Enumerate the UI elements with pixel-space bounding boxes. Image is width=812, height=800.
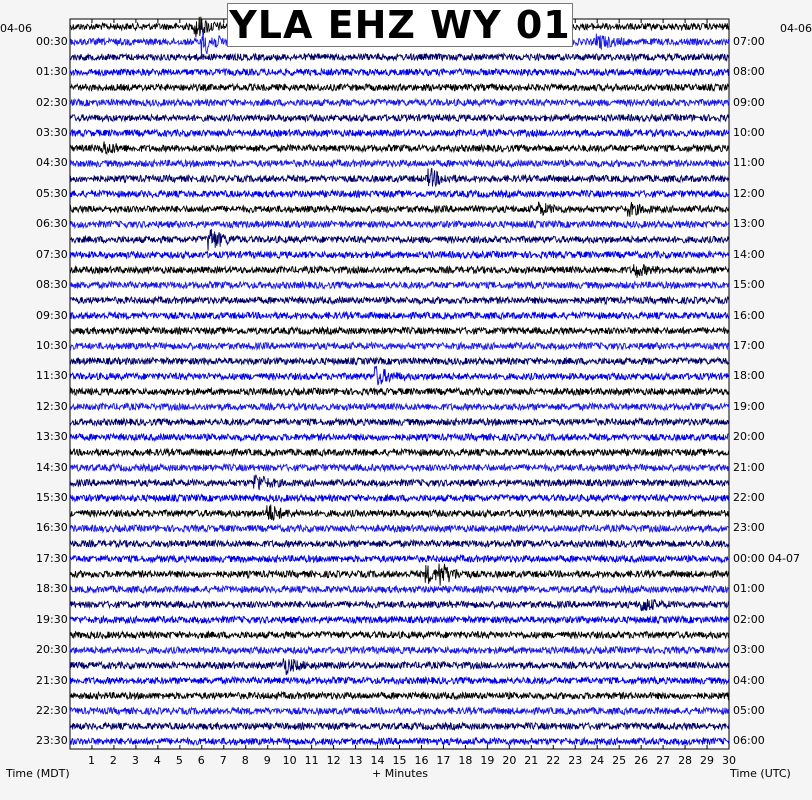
x-tick-label: 23 [568, 754, 583, 767]
left-time-label: 18:30 [36, 582, 68, 596]
chart-title: YLA EHZ WY 01 [227, 3, 573, 47]
left-time-label: 10:30 [36, 338, 68, 352]
x-tick-label: 19 [480, 754, 495, 767]
right-time-label: 23:00 [733, 521, 765, 535]
left-time-label: 05:30 [36, 186, 68, 200]
left-time-label: 14:30 [36, 460, 68, 474]
left-time-label: 03:30 [36, 126, 68, 140]
x-tick-label: 24 [590, 754, 605, 767]
x-tick-label: 8 [241, 754, 249, 767]
left-time-label: 11:30 [36, 369, 68, 383]
right-next-date-label: 04-07 [768, 551, 800, 565]
right-time-label: 00:00 [733, 551, 765, 565]
right-date-label: 04-06 [780, 22, 812, 35]
x-tick-label: 6 [197, 754, 205, 767]
right-axis-title: Time (UTC) [730, 767, 791, 780]
left-time-label: 07:30 [36, 247, 68, 261]
right-time-label: 10:00 [733, 126, 765, 140]
right-time-label: 15:00 [733, 278, 765, 292]
x-tick-label: 17 [436, 754, 451, 767]
x-tick-label: 1 [87, 754, 95, 767]
x-tick-label: 16 [414, 754, 429, 767]
right-time-label: 16:00 [733, 308, 765, 322]
x-tick-label: 15 [392, 754, 407, 767]
x-tick-label: 11 [304, 754, 319, 767]
left-time-label: 17:30 [36, 551, 68, 565]
right-time-label: 02:00 [733, 612, 765, 626]
x-tick-label: 12 [326, 754, 341, 767]
right-time-label: 11:00 [733, 156, 765, 170]
right-time-label: 03:00 [733, 643, 765, 657]
x-tick-label: 2 [109, 754, 117, 767]
right-time-label: 09:00 [733, 95, 765, 109]
x-tick-label: 30 [722, 754, 736, 767]
x-tick-label: 14 [370, 754, 385, 767]
left-time-label: 04:30 [36, 156, 68, 170]
x-tick-label: 28 [678, 754, 693, 767]
left-axis-title: Time (MDT) [6, 767, 70, 780]
left-time-label: 23:30 [36, 734, 68, 748]
left-time-label: 02:30 [36, 95, 68, 109]
left-time-label: 22:30 [36, 703, 68, 717]
x-tick-label: 20 [502, 754, 517, 767]
x-tick-label: 10 [282, 754, 297, 767]
x-tick-label: 25 [612, 754, 627, 767]
x-tick-label: 9 [263, 754, 271, 767]
x-tick-label: 3 [131, 754, 139, 767]
left-time-label: 09:30 [36, 308, 68, 322]
plot-area [70, 19, 729, 749]
left-time-label: 12:30 [36, 399, 68, 413]
right-time-label: 06:00 [733, 734, 765, 748]
x-tick-label: 4 [153, 754, 161, 767]
x-tick-label: 27 [656, 754, 671, 767]
left-date-label: 04-06 [0, 22, 32, 35]
right-time-label: 05:00 [733, 703, 765, 717]
right-time-label: 19:00 [733, 399, 765, 413]
right-time-label: 22:00 [733, 491, 765, 505]
x-tick-label: 13 [348, 754, 363, 767]
x-tick-label: 21 [524, 754, 539, 767]
x-tick-label: 26 [634, 754, 649, 767]
x-tick-label: 5 [175, 754, 183, 767]
right-time-label: 13:00 [733, 217, 765, 231]
x-tick-label: 22 [546, 754, 561, 767]
right-time-label: 01:00 [733, 582, 765, 596]
right-time-label: 12:00 [733, 186, 765, 200]
left-time-label: 00:30 [36, 34, 68, 48]
right-time-label: 07:00 [733, 34, 765, 48]
x-tick-label: 29 [700, 754, 715, 767]
right-time-label: 21:00 [733, 460, 765, 474]
left-time-label: 15:30 [36, 491, 68, 505]
x-tick-label: 18 [458, 754, 473, 767]
left-time-label: 21:30 [36, 673, 68, 687]
left-time-label: 06:30 [36, 217, 68, 231]
x-tick-label: 7 [219, 754, 227, 767]
right-time-label: 08:00 [733, 65, 765, 79]
right-time-label: 18:00 [733, 369, 765, 383]
left-time-label: 08:30 [36, 278, 68, 292]
right-time-label: 20:00 [733, 430, 765, 444]
left-time-label: 19:30 [36, 612, 68, 626]
left-time-label: 13:30 [36, 430, 68, 444]
right-time-label: 17:00 [733, 338, 765, 352]
right-time-label: 14:00 [733, 247, 765, 261]
left-time-label: 16:30 [36, 521, 68, 535]
left-time-label: 01:30 [36, 65, 68, 79]
left-time-label: 20:30 [36, 643, 68, 657]
right-time-label: 04:00 [733, 673, 765, 687]
x-axis-title: + Minutes [372, 767, 429, 780]
